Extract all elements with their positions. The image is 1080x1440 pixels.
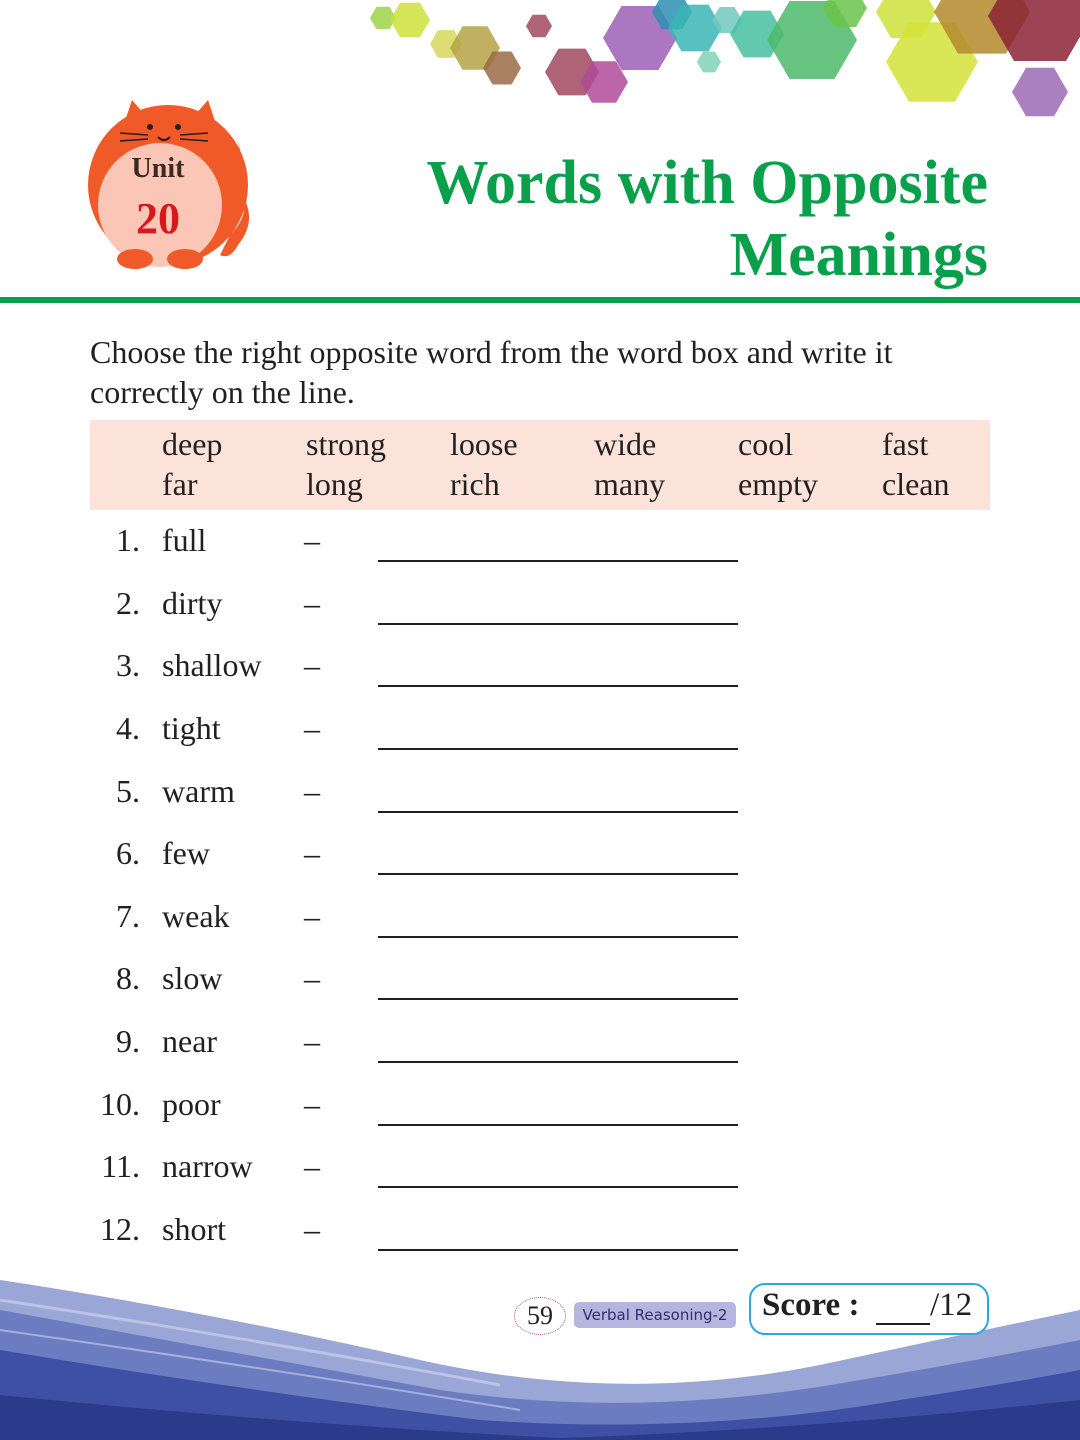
unit-label: Unit: [131, 153, 185, 184]
question-dash: –: [304, 1023, 320, 1059]
page-number: 59: [514, 1297, 566, 1335]
answer-line[interactable]: [378, 623, 738, 625]
answer-line[interactable]: [378, 936, 738, 938]
hexagon-shape: [697, 52, 721, 73]
word-box-word: fast: [882, 426, 929, 462]
question-row: [90, 585, 750, 647]
answer-line[interactable]: [378, 811, 738, 813]
word-box-word: deep: [162, 426, 223, 462]
question-row: [90, 835, 750, 897]
word-box: [90, 420, 990, 510]
question-number: 4.: [116, 710, 140, 746]
question-row: [90, 960, 750, 1022]
question-number: 3.: [116, 647, 140, 683]
cat-mascot-icon: [80, 95, 260, 275]
question-row: [90, 647, 750, 709]
question-row: [90, 710, 750, 772]
score-blank[interactable]: [876, 1287, 930, 1325]
answer-line[interactable]: [378, 1061, 738, 1063]
answer-line[interactable]: [378, 998, 738, 1000]
question-dash: –: [304, 522, 320, 558]
word-box-word: loose: [450, 426, 518, 462]
question-number: 10.: [100, 1086, 140, 1122]
hexagon-shape: [390, 3, 430, 38]
question-dash: –: [304, 710, 320, 746]
question-dash: –: [304, 1211, 320, 1247]
question-number: 1.: [116, 522, 140, 558]
question-row: [90, 1148, 750, 1210]
question-dash: –: [304, 1086, 320, 1122]
series-badge: Verbal Reasoning-2: [574, 1302, 736, 1328]
instructions: [90, 332, 1000, 412]
question-row: [90, 1086, 750, 1148]
question-row: [90, 898, 750, 960]
question-dash: –: [304, 1148, 320, 1184]
question-word: narrow: [162, 1148, 253, 1184]
answer-line[interactable]: [378, 560, 738, 562]
word-box-word: cool: [738, 426, 794, 462]
question-word: shallow: [162, 647, 262, 683]
question-row: [90, 773, 750, 835]
question-dash: –: [304, 960, 320, 996]
word-box-word: empty: [738, 466, 818, 502]
page-title-line2: Meanings: [729, 221, 988, 289]
word-box-word: rich: [450, 466, 500, 502]
answer-line[interactable]: [378, 873, 738, 875]
question-number: 7.: [116, 898, 140, 934]
score-label: Score :: [762, 1287, 860, 1323]
question-word: few: [162, 835, 210, 871]
question-dash: –: [304, 835, 320, 871]
question-word: full: [162, 522, 207, 558]
answer-line[interactable]: [378, 748, 738, 750]
question-word: slow: [162, 960, 223, 996]
question-dash: –: [304, 773, 320, 809]
question-word: warm: [162, 773, 235, 809]
word-box-word: strong: [306, 426, 386, 462]
answer-line[interactable]: [378, 1249, 738, 1251]
instruction-line-1: Choose the right opposite word from the word box and write it: [90, 334, 893, 370]
question-dash: –: [304, 898, 320, 934]
question-number: 12.: [100, 1211, 140, 1247]
question-number: 6.: [116, 835, 140, 871]
question-row: [90, 522, 750, 584]
word-box-word: clean: [882, 466, 950, 502]
question-number: 8.: [116, 960, 140, 996]
question-word: near: [162, 1023, 218, 1059]
question-number: 9.: [116, 1023, 140, 1059]
question-number: 11.: [101, 1148, 140, 1184]
page-title-line1: Words with Opposite: [426, 149, 988, 217]
word-box-word: long: [306, 466, 363, 502]
hexagon-shape: [526, 15, 552, 38]
question-word: short: [162, 1211, 226, 1247]
question-dash: –: [304, 647, 320, 683]
question-number: 2.: [116, 585, 140, 621]
answer-line[interactable]: [378, 1186, 738, 1188]
hexagon-shape: [1012, 68, 1068, 116]
question-word: weak: [162, 898, 230, 934]
question-word: dirty: [162, 585, 223, 621]
unit-number: 20: [136, 194, 180, 243]
question-dash: –: [304, 585, 320, 621]
title-divider: [0, 297, 1080, 303]
question-word: tight: [162, 710, 221, 746]
score-total: /12: [930, 1287, 973, 1323]
question-word: poor: [162, 1086, 221, 1122]
question-row: [90, 1211, 750, 1273]
word-box-word: wide: [594, 426, 657, 462]
question-number: 5.: [116, 773, 140, 809]
answer-line[interactable]: [378, 1124, 738, 1126]
word-box-word: far: [162, 466, 198, 502]
instruction-line-2: correctly on the line.: [90, 374, 355, 410]
word-box-word: many: [594, 466, 666, 502]
question-row: [90, 1023, 750, 1085]
answer-line[interactable]: [378, 685, 738, 687]
